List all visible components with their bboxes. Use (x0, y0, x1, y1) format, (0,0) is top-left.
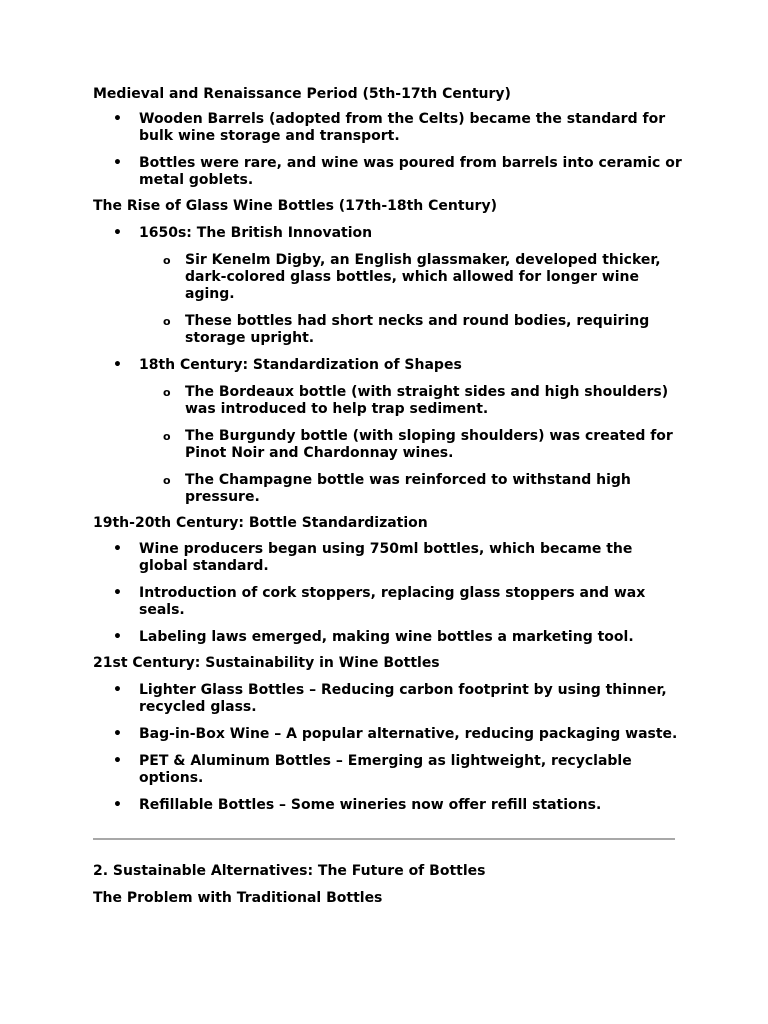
list-item: • Bottles were rare, and wine was poured from barrels into ceramic or metal goblets. (93, 155, 683, 189)
list-item-label: 18th Century: Standardization of Shapes (139, 357, 462, 373)
sub-list-item: o The Bordeaux bottle (with straight sides and high shoulders) was introduced to help trap sediment. (139, 384, 683, 418)
sub-list-standardization-shapes (139, 384, 683, 506)
subsection-heading-problem: The Problem with Traditional Bottles (93, 890, 383, 906)
section-heading-glass-bottles: The Rise of Glass Wine Bottles (17th-18th Century) (93, 198, 497, 214)
list-item: • Bag-in-Box Wine – A popular alternative, reducing packaging waste. (93, 726, 683, 743)
sub-list-item: o Sir Kenelm Digby, an English glassmaker, developed thicker, dark-colored glass bottles, which allowed for longer wine aging. (139, 252, 683, 303)
sub-list-item: o These bottles had short necks and round bodies, requiring storage upright. (139, 313, 683, 347)
section-heading-standardization: 19th-20th Century: Bottle Standardization (93, 515, 428, 531)
sub-list-item: o The Champagne bottle was reinforced to withstand high pressure. (139, 472, 683, 506)
list-item: • Introduction of cork stoppers, replacing glass stoppers and wax seals. (93, 585, 683, 619)
section-heading-sustainability: 21st Century: Sustainability in Wine Bottles (93, 655, 440, 671)
bullet-list-medieval (93, 111, 683, 189)
list-item (93, 225, 683, 347)
bullet-list-glass-bottles (93, 225, 683, 506)
section-heading-sustainable-alternatives: 2. Sustainable Alternatives: The Future of Bottles (93, 863, 486, 879)
list-item: • Refillable Bottles – Some wineries now offer refill stations. (93, 797, 683, 814)
next-section (93, 863, 683, 907)
list-item: • Labeling laws emerged, making wine bottles a marketing tool. (93, 629, 683, 646)
bullet-list-sustainability (93, 682, 683, 814)
bullet-list-standardization (93, 541, 683, 646)
document-body (93, 86, 683, 814)
list-item: • Wine producers began using 750ml bottles, which became the global standard. (93, 541, 683, 575)
list-item: • PET & Aluminum Bottles – Emerging as lightweight, recyclable options. (93, 753, 683, 787)
sub-list-item: o The Burgundy bottle (with sloping shoulders) was created for Pinot Noir and Chardonnay wines. (139, 428, 683, 462)
section-heading-medieval: Medieval and Renaissance Period (5th-17th Century) (93, 86, 511, 102)
list-item: • Wooden Barrels (adopted from the Celts) became the standard for bulk wine storage and transport. (93, 111, 683, 145)
horizontal-divider (93, 838, 675, 840)
list-item (93, 357, 683, 506)
sub-list-british-innovation (139, 252, 683, 347)
list-item: • Lighter Glass Bottles – Reducing carbon footprint by using thinner, recycled glass. (93, 682, 683, 716)
list-item-label: 1650s: The British Innovation (139, 225, 373, 241)
